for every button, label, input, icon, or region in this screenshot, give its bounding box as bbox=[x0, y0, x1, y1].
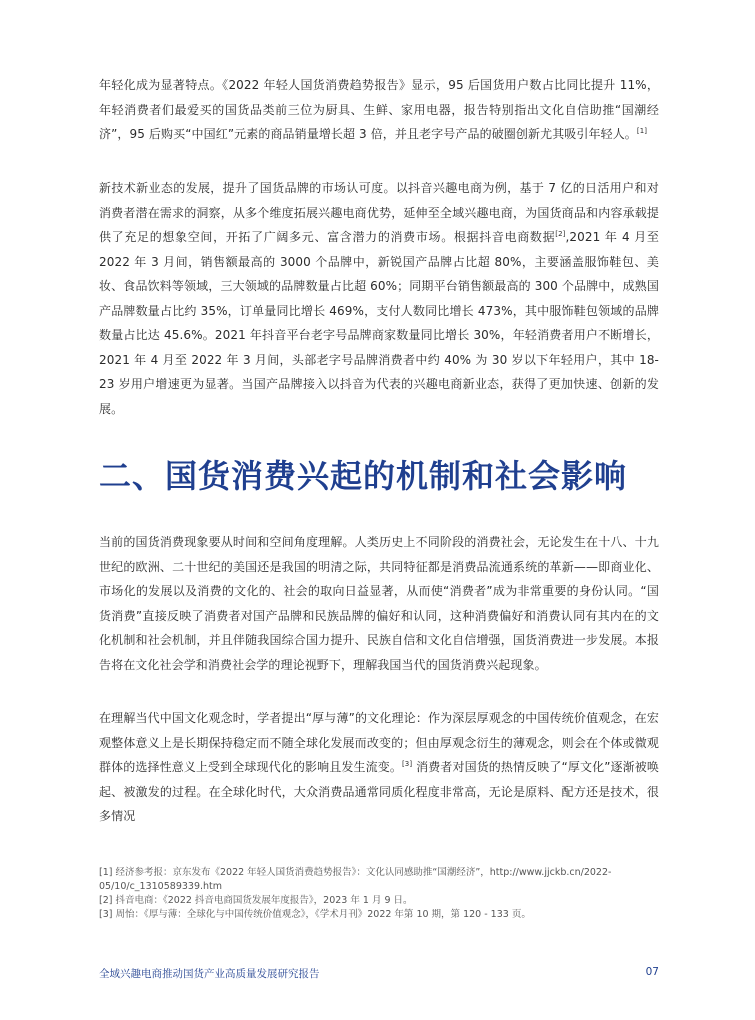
footnote-ref-2[interactable]: [2] bbox=[555, 230, 566, 238]
paragraph-text: 年轻化成为显著特点。《2022 年轻人国货消费趋势报告》显示，95 后国货用户数占比同比提升 11%，年轻消费者们最爱买的国货品类前三位为厨具、生鲜、家用电器，报告特别指出文化自信助推“国潮经济”，95 后购买“中国红”元素的商品销量增长超 3 倍，并且老字号产品的破圈创新尤其吸引年轻人。 bbox=[99, 78, 659, 141]
footnotes bbox=[99, 866, 659, 922]
footer-report-title: 全域兴趣电商推动国货产业高质量发展研究报告 bbox=[99, 968, 320, 980]
paragraph-consumption-understanding bbox=[99, 530, 659, 677]
paragraph-thick-thin-theory bbox=[99, 706, 659, 829]
section-heading: 二、国货消费兴起的机制和社会影响 bbox=[99, 457, 628, 495]
paragraph-text: 新技术新业态的发展，提升了国货品牌的市场认可度。以抖音兴趣电商为例，基于 7 亿的日活用户和对消费者潜在需求的洞察，从多个维度拓展兴趣电商优势，延伸至全域兴趣电商，为国货商品和内容承载提供了充足的想象空间，开拓了广阔多元、富含潜力的消费市场。根据抖音电商数据 bbox=[99, 181, 659, 244]
paragraph-text: ,2021 年 4 月至 2022 年 3 月间，销售额最高的 3000 个品牌中，新锐国产品牌占比超 80%，主要涵盖服饰鞋包、美妆、食品饮料等领域，三大领域的品牌数量占比超 60%；同期平台销售额最高的 300 个品牌中，成熟国产品牌数量占比约 35%，订单量同比增长 469%，支付人数同比增长 473%，其中服饰鞋包领域的品牌数量占比达 45.6%。2021 年抖音平台老字号品牌商家数量同比增长 30%，年轻消费者用户不断增长，2021 年 4 月至 2022 年 3 月间，头部老字号品牌消费者中约 40% 为 30 岁以下年轻用户，其中 18-23 岁用户增速更为显著。当国产品牌接入以抖音为代表的兴趣电商新业态，获得了更加快速、创新的发展。 bbox=[99, 230, 659, 416]
footnote-2: [2] 抖音电商：《2022 抖音电商国货发展年度报告》，2023 年 1 月 9 日。 bbox=[99, 895, 413, 906]
footnote-1[interactable]: [1] 经济参考报：京东发布《2022 年轻人国货消费趋势报告》：文化认同感助推“国潮经济”，http://www.jjckb.cn/2022-05/10/c_1310589339.htm bbox=[99, 867, 612, 892]
footnote-3: [3] 周怡：《厚与薄：全球化与中国传统价值观念》，《学术月刊》2022 年第 10 期，第 120 - 133 页。 bbox=[99, 909, 531, 920]
page-number: 07 bbox=[645, 966, 659, 978]
paragraph-youth-trend bbox=[99, 73, 659, 147]
paragraph-text: 在理解当代中国文化观念时，学者提出“厚与薄”的文化理论：作为深层厚观念的中国传统价值观念，在宏观整体意义上是长期保持稳定而不随全球化发展而改变的；但由厚观念衍生的薄观念，则会在个体或微观群体的选择性意义上受到全球现代化的影响且发生流变。 bbox=[99, 711, 659, 774]
paragraph-text: 消费者对国货的热情反映了“厚文化”逐渐被唤起、被激发的过程。在全球化时代，大众消费品通常同质化程度非常高，无论是原料、配方还是技术，很多情况 bbox=[99, 760, 659, 823]
footnote-ref-1[interactable]: [1] bbox=[636, 127, 648, 135]
footnote-ref-3[interactable]: [3] bbox=[401, 760, 413, 768]
paragraph-new-business bbox=[99, 176, 659, 421]
page-footer bbox=[99, 966, 659, 982]
paragraph-text: 当前的国货消费现象要从时间和空间角度理解。人类历史上不同阶段的消费社会，无论发生在十八、十九世纪的欧洲、二十世纪的美国还是我国的明清之际，共同特征都是消费品流通系统的革新——即商业化、市场化的发展以及消费的文化的、社会的取向日益显著，从而使“消费者”成为非常重要的身份认同。“国货消费”直接反映了消费者对国产品牌和民族品牌的偏好和认同，这种消费偏好和消费认同有其内在的文化机制和社会机制，并且伴随我国综合国力提升、民族自信和文化自信增强，国货消费进一步发展。本报告将在文化社会学和消费社会学的理论视野下，理解我国当代的国货消费兴起现象。 bbox=[99, 535, 659, 672]
